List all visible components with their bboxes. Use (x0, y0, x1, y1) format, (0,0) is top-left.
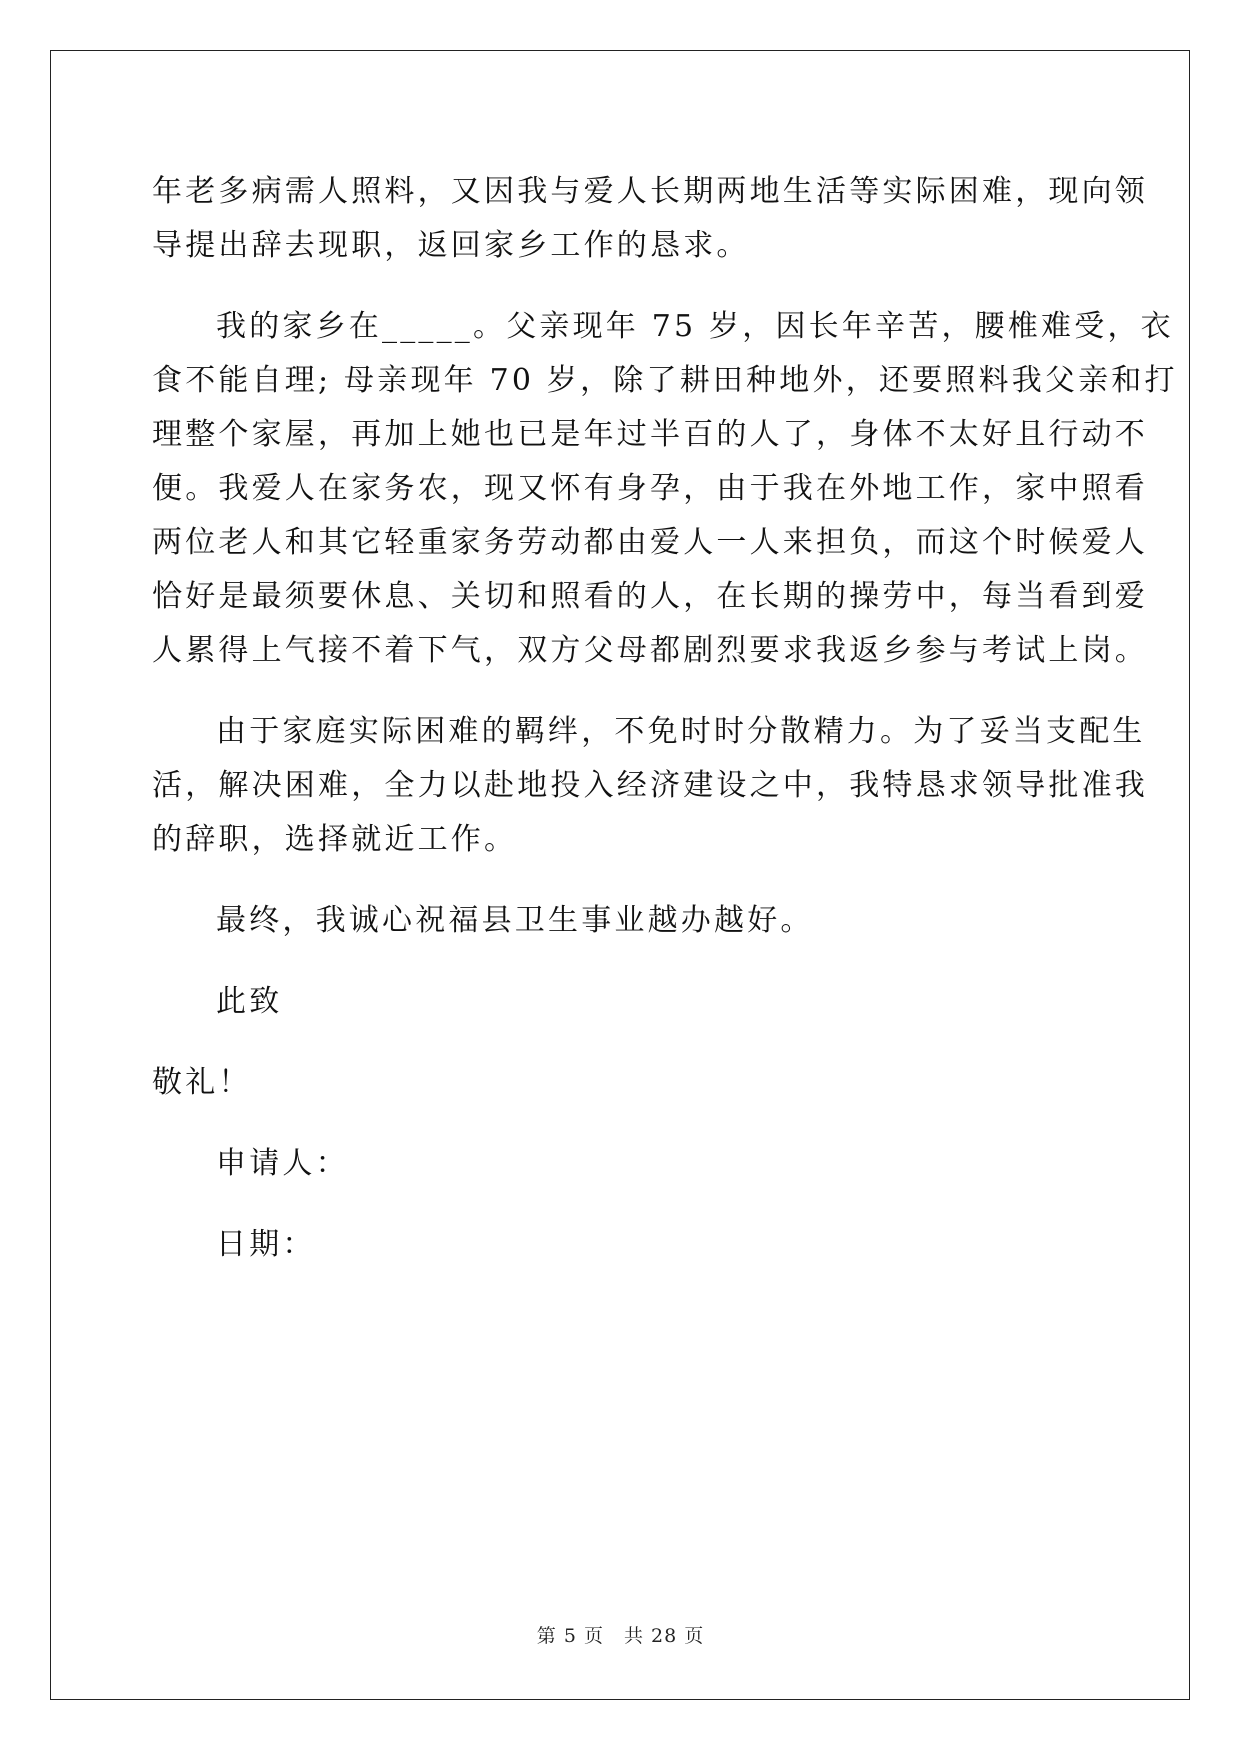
paragraph-2-line-7: 人累得上气接不着下气，双方父母都剧烈要求我返乡参与考试上岗。 (152, 633, 1148, 668)
paragraph-2-line-3: 理整个家屋，再加上她也已是年过半百的人了，身体不太好且行动不 (152, 417, 1148, 452)
page-number-footer: 第 5 页 共 28 页 (536, 1625, 705, 1647)
applicant-label: 申请人： (216, 1146, 349, 1181)
paragraph-2-line-6: 恰好是最须要休息、关切和照看的人，在长期的操劳中，每当看到爱 (152, 579, 1148, 614)
paragraph-2-line-4: 便。我爱人在家务农，现又怀有身孕，由于我在外地工作，家中照看 (152, 471, 1148, 506)
paragraph-1-line-2: 导提出辞去现职，返回家乡工作的恳求。 (152, 228, 750, 263)
paragraph-1-line-1: 年老多病需人照料，又因我与爱人长期两地生活等实际困难，现向领 (152, 174, 1148, 209)
paragraph-2-line-2: 食不能自理; 母亲现年 70 岁，除了耕田种地外，还要照料我父亲和打 (152, 363, 1178, 398)
paragraph-2-line-5: 两位老人和其它轻重家务劳动都由爱人一人来担负，而这个时候爱人 (152, 525, 1148, 560)
paragraph-2-line-1: 我的家乡在_____。父亲现年 75 岁，因长年辛苦，腰椎难受，衣 (216, 309, 1174, 344)
closing-wish: 最终，我诚心祝福县卫生事业越办越好。 (216, 903, 814, 938)
paragraph-3-line-3: 的辞职，选择就近工作。 (152, 822, 518, 857)
date-label: 日期： (216, 1227, 316, 1262)
salutation-cizhi: 此致 (216, 984, 283, 1019)
salutation-jingli: 敬礼！ (152, 1065, 252, 1100)
paragraph-3-line-2: 活，解决困难，全力以赴地投入经济建设之中，我特恳求领导批准我 (152, 768, 1148, 803)
document-body (152, 165, 1178, 1272)
paragraph-3-line-1: 由于家庭实际困难的羁绊，不免时时分散精力。为了妥当支配生 (216, 714, 1146, 749)
